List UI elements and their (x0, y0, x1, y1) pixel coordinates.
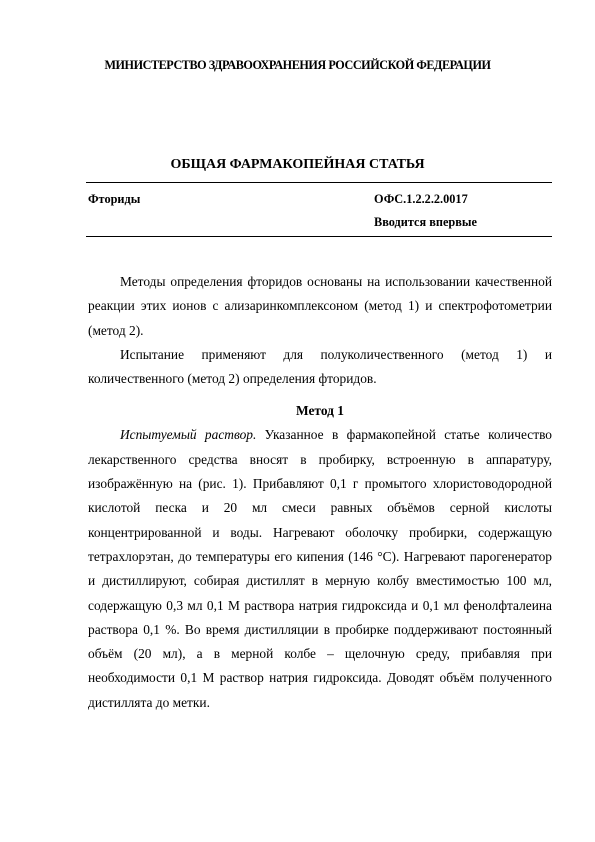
bottom-rule (86, 236, 552, 237)
article-subject: Фториды (88, 192, 141, 206)
method-1-heading: Метод 1 (296, 403, 344, 419)
paragraph-test-solution (88, 423, 552, 715)
test-solution-lead: Испытуемый раствор. (120, 427, 257, 443)
top-rule (86, 182, 552, 183)
document-title: ОБЩАЯ ФАРМАКОПЕЙНАЯ СТАТЬЯ (170, 157, 425, 172)
paragraph-application: Испытание применяют для полуколичественного (метод 1) и количественного (метод 2) определения фторидов. (88, 346, 552, 387)
article-status: Вводится впервые (374, 215, 477, 229)
article-code: ОФС.1.2.2.2.0017 (374, 192, 468, 206)
article-body (88, 270, 552, 715)
ministry-header: МИНИСТЕРСТВО ЗДРАВООХРАНЕНИЯ РОССИЙСКОЙ ФЕДЕРАЦИИ (104, 58, 491, 72)
test-solution-text: Указанное в фармакопейной статье количество лекарственного средства вносят в пробирку, встроенную в аппаратуру, изображённую на (рис. 1). Прибавляют 0,1 г промытого хлористоводородной кислотой песка и 20 мл смеси равных объёмов серной кислоты концентрированной и воды. Нагревают оболочку пробирки, содержащую тетрахлорэтан, до температуры его кипения (146 °С). Нагревают парогенератор и дистиллируют, собирая дистиллят в мерную колбу вместимостью 100 мл, содержащую 0,3 мл 0,1 М раствора натрия гидроксида и 0,1 мл фенолфталеина раствора 0,1 %. Во время дистилляции в пробирке поддерживают постоянный объём (20 мл), а в мерной колбе – щелочную среду, прибавляя при необходимости 0,1 М раствор натрия гидроксида. Доводят объём полученного дистиллята до метки. (88, 427, 553, 710)
paragraph-intro: Методы определения фторидов основаны на использовании качественной реакции этих ионов с ализаринкомплексоном (метод 1) и спектрофотометрии (метод 2). (88, 274, 552, 338)
